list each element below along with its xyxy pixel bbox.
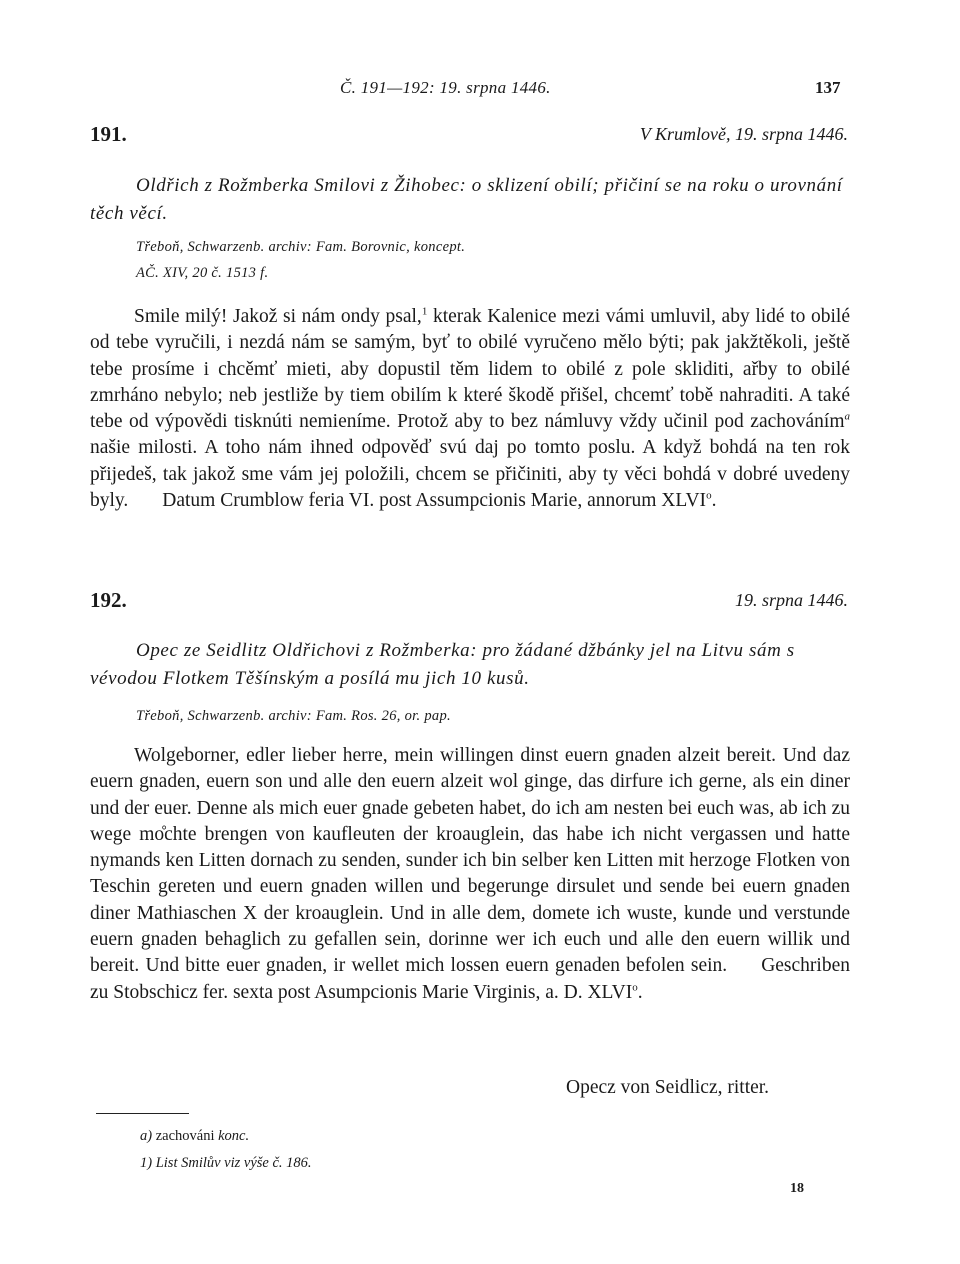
footnote-note: konc. xyxy=(218,1128,250,1144)
dating-clause: Datum Crumblow feria VI. post Assumpcionis Marie, annorum XLVI xyxy=(162,490,707,512)
archival-source: Třeboň, Schwarzenb. archiv: Fam. Ros. 26, or. pap. xyxy=(136,708,451,724)
dating-superscript: o xyxy=(632,981,638,994)
running-head: Č. 191—192: 19. srpna 1446. xyxy=(340,78,551,97)
footnote-reference: 1 xyxy=(421,305,428,318)
footnote-text: zachováni xyxy=(155,1128,215,1144)
dating-end: . xyxy=(637,981,643,1003)
text-part: Smile milý! Jakož si nám ondy psal, xyxy=(134,306,422,327)
dating-superscript: o xyxy=(706,489,712,502)
edition-reference: AČ. XIV, 20 č. 1513 f. xyxy=(136,265,269,281)
text-part: našie milosti. A toho nám ihned odpověď svú daj po tomto poslu. A když bohdá na ten rok přijedeš, tak jakož sme vám jej položili, chcem se přičiniti, aby ty věci bohdá v dobré uvedeny byly. xyxy=(90,437,850,512)
signature-mark: 18 xyxy=(790,1181,804,1196)
archival-source: Třeboň, Schwarzenb. archiv: Fam. Borovnic, koncept. xyxy=(136,239,466,255)
footnote-reference: a xyxy=(844,410,850,423)
document-text xyxy=(90,743,850,1006)
document-text xyxy=(90,304,850,514)
document-regest: Oldřich z Rožmberka Smilovi z Žihobec: o sklizení obilí; přičiní se na roku o urovnání těch věcí. xyxy=(90,175,843,224)
text-part: Wolgeborner, edler lieber herre, mein willingen dinst euern gnaden alzeit bereit. Und daz euern gnaden, euern son und alle den euern alzeit wol ginge, das dirfure ich gerne, als ein diner und der euer. Denne als mich euer gnade gebeten habet, do ich am nesten bei euch was, ab ich zu wege mo̊chte brengen von kaufleuten der kroauglein, das habe ich nicht vergassen und hatte nymands ken Litten dornach zu senden, sunder ich bin selber ken Litten mit herzoge Flotken von Teschin gereten und euern gnaden willen und begerunge dirsulet und sende bei euern gnaden diner Mathiaschen X der kroauglein. Und in alle dem, domete ich wuste, kunde und verstunde euern gnaden behaglich zu gefallen sein, dorinne wer ich euch und alle den euern willik und bereit. Und bitte euer gnaden, ir wellet mich lossen euern genaden befolen sein. xyxy=(90,745,850,977)
dating-clause: Geschriben zu Stobschicz fer. sexta post Asumpcionis Marie Virginis, a. D. XLVI xyxy=(90,955,850,1003)
document-date: 19. srpna 1446. xyxy=(734,590,848,610)
footnote-divider xyxy=(96,1113,189,1114)
document-regest: Opec ze Seidlitz Oldřichovi z Rožmberka: pro žádané džbánky jel na Litvu sám s vévodou Flotkem Těšínským a posílá mu jich 10 kusů. xyxy=(90,640,795,689)
document-number: 191. xyxy=(90,122,127,146)
document-place-date: V Krumlově, 19. srpna 1446. xyxy=(639,124,848,144)
footnote-label: a) xyxy=(140,1128,153,1144)
document-number: 192. xyxy=(90,588,127,612)
page-number: 137 xyxy=(815,78,841,97)
text-part: kterak Kalenice mezi vámi umluvil, aby lidé to obilé od tebe vyručili, i nezdá nám se samým, byť to obilé vyručeno mělo býti; pak jakžtěkoli, ještě tebe prosíme i chcěmť mieti, aby dopustil těm lidem to obilé z pole skliditi, ařby to obilé zmrháno nebylo; neb jestliže by tiem obilím k které škodě přišel, chcemť tobě nahraditi. A také tebe od výpovědi tisknúti nemieníme. Protož aby to bez námluvy vždy učinil pod zachováním xyxy=(90,306,850,433)
footnote-a xyxy=(140,1128,249,1145)
dating-end: . xyxy=(711,490,717,512)
footnote-1: 1) List Smilův viz výše č. 186. xyxy=(140,1155,312,1171)
signature: Opecz von Seidlicz, ritter. xyxy=(566,1077,770,1098)
